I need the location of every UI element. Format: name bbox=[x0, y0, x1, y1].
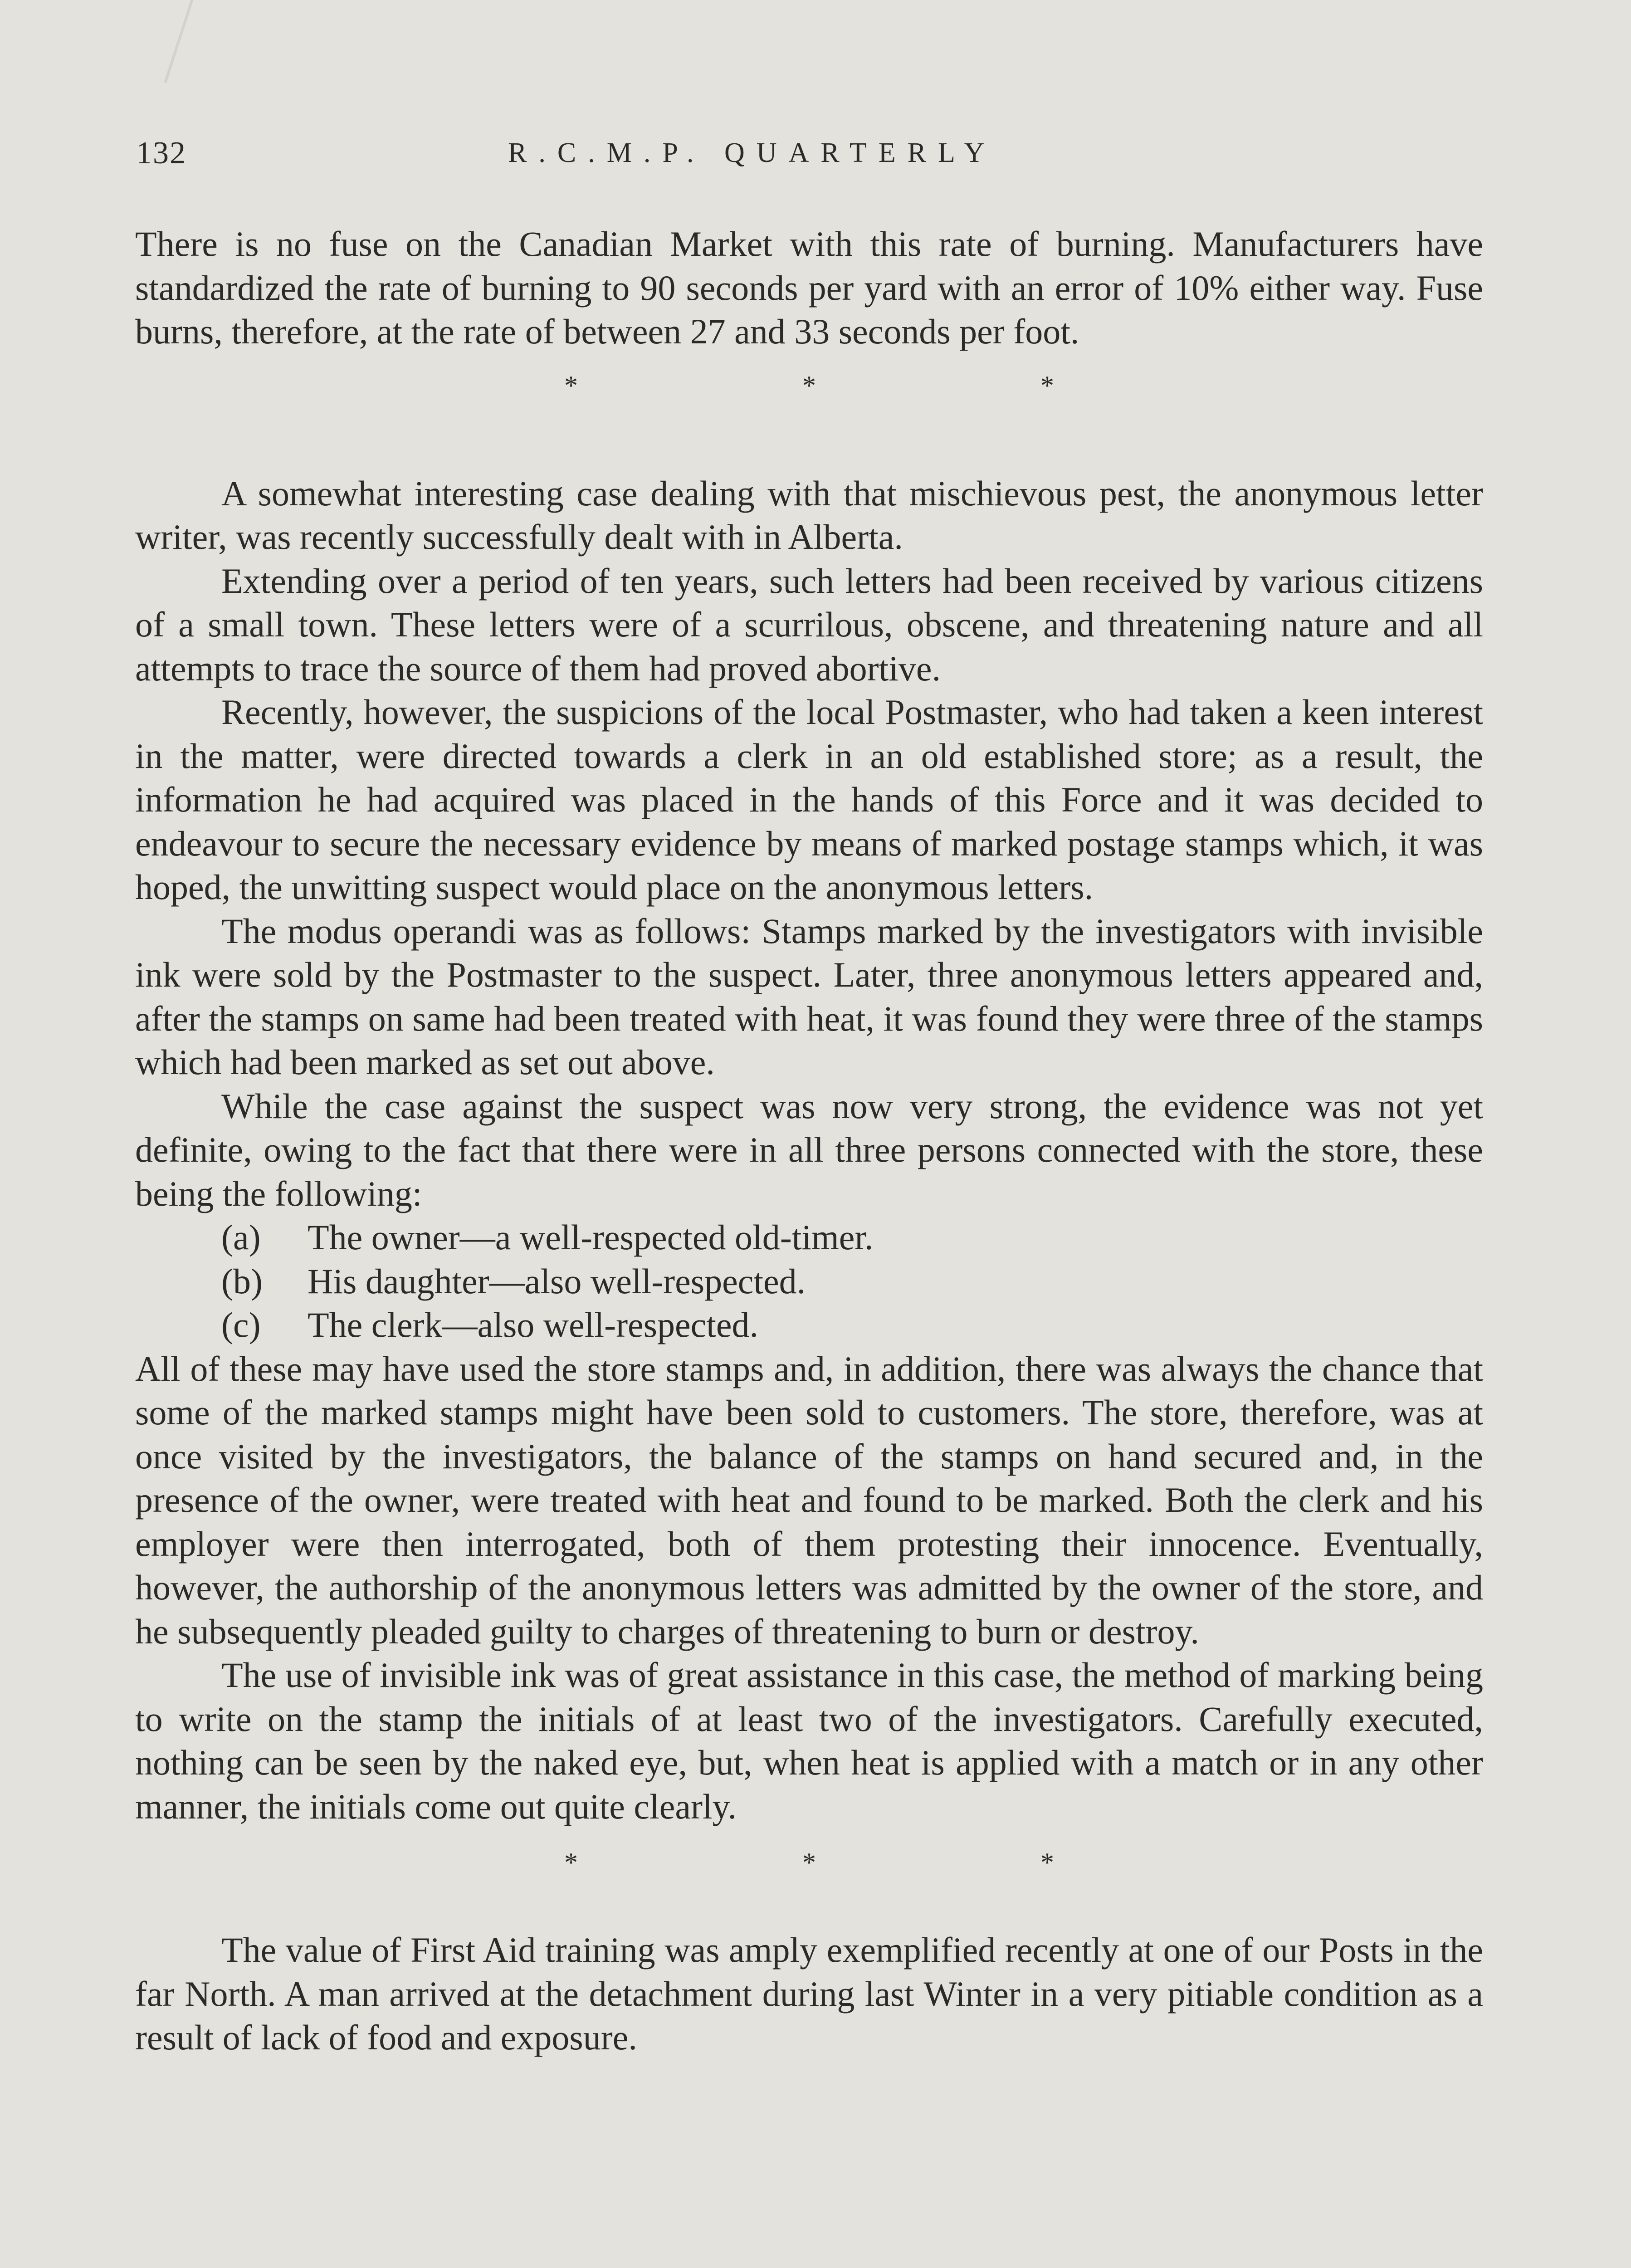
page-number: 132 bbox=[136, 136, 186, 171]
list-label: (a) bbox=[221, 1217, 261, 1257]
running-head: R.C.M.P. QUARTERLY bbox=[508, 137, 996, 168]
paragraph-first-aid: The value of First Aid training was amply exemplified recently at one of our Posts in the far North. A man arrived at the detachment during last Winter in a very pitiable condition as a result of lack of food and exposure. bbox=[135, 1930, 1483, 2057]
list-text: His daughter—also well-respected. bbox=[308, 1261, 806, 1301]
page-header bbox=[136, 135, 1483, 185]
list-text: The owner—a well-respected old-timer. bbox=[308, 1217, 874, 1257]
section-divider: * * * bbox=[564, 1848, 1163, 1877]
paragraph-modus-operandi: The modus operandi was as follows: Stamps marked by the investigators with invisible ink were sold by the Postmaster to the suspect. Later, three anonymous letters appeared and, after the stamps on same had been treated with heat, it was found they were three of the stamps which had been marked as set out above. bbox=[135, 911, 1483, 1082]
paragraph-fuse-rate: There is no fuse on the Canadian Market with this rate of burning. Manufacturers have standardized the rate of burning to 90 seconds per yard with an error of 10% either way. Fuse burns, therefore, at the rate of between 27 and 33 seconds per foot. bbox=[135, 224, 1483, 351]
section-divider: * * * bbox=[564, 370, 1163, 401]
list-label: (c) bbox=[221, 1305, 261, 1344]
paragraph-investigation-result: All of these may have used the store stamps and, in addition, there was always the chance that some of the marked stamps might have been sold to customers. The store, therefore, was at once visited by the investigators, the balance of the stamps on hand secured and, in the presence of the owner, were treated with heat and found to be marked. Both the clerk and his employer were then interrogated, both of them protesting their innocence. Eventually, however, the authorship of the anonymous letters was admitted by the owner of the store, and he subsequently pleaded guilty to charges of threatening to burn or destroy. bbox=[135, 1349, 1483, 1651]
list-item bbox=[135, 1260, 1483, 1304]
paragraph-letters-background: Extending over a period of ten years, such letters had been received by various citizens of a small town. These letters were of a scurrilous, obscene, and threatening nature and all attempts to trace the source of them had proved abortive. bbox=[135, 561, 1483, 688]
article-body bbox=[135, 222, 1483, 2060]
list-label: (b) bbox=[221, 1261, 263, 1301]
list-item bbox=[135, 1303, 1483, 1347]
list-text: The clerk—also well-respected. bbox=[308, 1305, 759, 1344]
paragraph-three-persons: While the case against the suspect was now very strong, the evidence was not yet definite, owing to the fact that there were in all three persons connected with the store, these being the following: bbox=[135, 1086, 1483, 1213]
paragraph-invisible-ink: The use of invisible ink was of great assistance in this case, the method of marking being to write on the stamp the initials of at least two of the investigators. Carefully executed, nothing can be seen by the naked eye, but, when heat is applied with a match or in any other manner, the initials come out quite clearly. bbox=[135, 1655, 1483, 1826]
paragraph-suspicions: Recently, however, the suspicions of the local Postmaster, who had taken a keen interest in the matter, were directed towards a clerk in an old established store; as a result, the information he had acquired was placed in the hands of this Force and it was decided to endeavour to secure the necessary evidence by means of marked postage stamps which, it was hoped, the unwitting suspect would place on the anonymous letters. bbox=[135, 692, 1483, 907]
paper-smudge bbox=[164, 0, 229, 94]
list-item bbox=[135, 1216, 1483, 1260]
paragraph-intro-case: A somewhat interesting case dealing with that mischievous pest, the anonymous letter writer, was recently successfully dealt with in Alberta. bbox=[135, 473, 1483, 557]
